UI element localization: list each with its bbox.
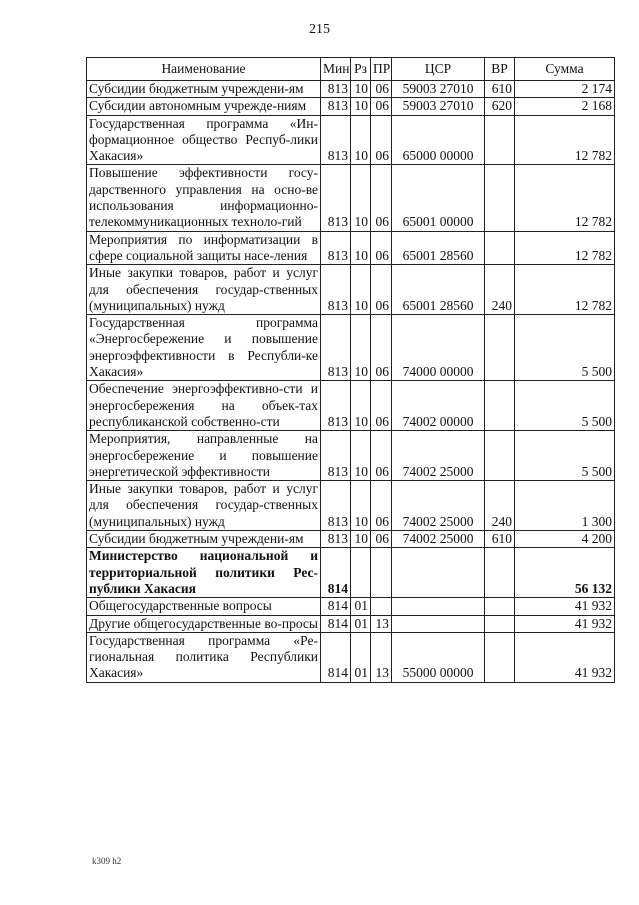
cell-rz: 10 bbox=[351, 381, 371, 431]
cell-min: 813 bbox=[321, 81, 351, 98]
cell-vr bbox=[485, 231, 515, 265]
cell-vr bbox=[485, 115, 515, 165]
cell-rz: 10 bbox=[351, 431, 371, 481]
table-row bbox=[87, 315, 615, 381]
budget-table bbox=[86, 57, 615, 683]
cell-pr: 06 bbox=[371, 531, 392, 548]
cell-min: 813 bbox=[321, 431, 351, 481]
cell-sum: 41 932 bbox=[515, 632, 615, 682]
cell-rz: 10 bbox=[351, 531, 371, 548]
cell-csr: 59003 27010 bbox=[392, 98, 485, 115]
table-row bbox=[87, 98, 615, 115]
cell-sum: 5 500 bbox=[515, 315, 615, 381]
cell-vr: 620 bbox=[485, 98, 515, 115]
cell-name: Субсидии бюджетным учреждени-ям bbox=[87, 531, 321, 548]
cell-rz: 01 bbox=[351, 598, 371, 615]
cell-min: 814 bbox=[321, 548, 351, 598]
cell-name: Общегосударственные вопросы bbox=[87, 598, 321, 615]
cell-min: 814 bbox=[321, 598, 351, 615]
cell-name: Государственная программа «Энергосбережение и повышение энергоэффективности в Республи-ке Хакасия» bbox=[87, 315, 321, 381]
cell-pr: 06 bbox=[371, 481, 392, 531]
cell-vr: 240 bbox=[485, 265, 515, 315]
col-header-rz: Рз bbox=[351, 58, 371, 81]
cell-csr: 65000 00000 bbox=[392, 115, 485, 165]
cell-vr bbox=[485, 598, 515, 615]
cell-name: Иные закупки товаров, работ и услуг для обеспечения государ-ственных (муниципальных) нужд bbox=[87, 481, 321, 531]
cell-min: 813 bbox=[321, 98, 351, 115]
cell-csr bbox=[392, 598, 485, 615]
cell-name: Повышение эффективности госу-дарственного управления на осно-ве использования информационно-телекоммуникационных техноло-гий bbox=[87, 165, 321, 231]
cell-sum: 41 932 bbox=[515, 615, 615, 632]
cell-name: Субсидии автономным учрежде-ниям bbox=[87, 98, 321, 115]
cell-vr bbox=[485, 381, 515, 431]
footer-code: k309 h2 bbox=[92, 856, 122, 866]
cell-name: Государственная программа «Ре-гиональная политика Республики Хакасия» bbox=[87, 632, 321, 682]
cell-csr: 74002 25000 bbox=[392, 431, 485, 481]
cell-csr: 55000 00000 bbox=[392, 632, 485, 682]
cell-min: 814 bbox=[321, 632, 351, 682]
col-header-vr: ВР bbox=[485, 58, 515, 81]
cell-csr: 74002 25000 bbox=[392, 531, 485, 548]
cell-name: Другие общегосударственные во-просы bbox=[87, 615, 321, 632]
cell-csr: 65001 28560 bbox=[392, 231, 485, 265]
cell-rz: 10 bbox=[351, 481, 371, 531]
table-row bbox=[87, 115, 615, 165]
cell-rz: 10 bbox=[351, 81, 371, 98]
table-header-row bbox=[87, 58, 615, 81]
table-row bbox=[87, 548, 615, 598]
table-row bbox=[87, 165, 615, 231]
cell-min: 813 bbox=[321, 315, 351, 381]
cell-name: Иные закупки товаров, работ и услуг для обеспечения государ-ственных (муниципальных) нужд bbox=[87, 265, 321, 315]
cell-sum: 56 132 bbox=[515, 548, 615, 598]
cell-pr: 06 bbox=[371, 81, 392, 98]
cell-rz bbox=[351, 548, 371, 598]
cell-name: Государственная программа «Ин-формационное общество Респуб-лики Хакасия» bbox=[87, 115, 321, 165]
col-header-pr: ПР bbox=[371, 58, 392, 81]
col-header-csr: ЦСР bbox=[392, 58, 485, 81]
table-row bbox=[87, 431, 615, 481]
table-row bbox=[87, 632, 615, 682]
cell-csr: 65001 28560 bbox=[392, 265, 485, 315]
cell-sum: 4 200 bbox=[515, 531, 615, 548]
cell-vr bbox=[485, 165, 515, 231]
cell-name: Министерство национальной и территориальной политики Рес-публики Хакасия bbox=[87, 548, 321, 598]
cell-pr bbox=[371, 598, 392, 615]
cell-min: 813 bbox=[321, 265, 351, 315]
cell-rz: 10 bbox=[351, 165, 371, 231]
cell-sum: 1 300 bbox=[515, 481, 615, 531]
cell-rz: 01 bbox=[351, 632, 371, 682]
cell-sum: 12 782 bbox=[515, 165, 615, 231]
cell-min: 813 bbox=[321, 481, 351, 531]
cell-min: 813 bbox=[321, 531, 351, 548]
cell-pr: 13 bbox=[371, 615, 392, 632]
cell-sum: 5 500 bbox=[515, 381, 615, 431]
cell-csr: 74002 25000 bbox=[392, 481, 485, 531]
cell-csr: 74000 00000 bbox=[392, 315, 485, 381]
cell-rz: 10 bbox=[351, 231, 371, 265]
cell-pr bbox=[371, 548, 392, 598]
cell-min: 813 bbox=[321, 231, 351, 265]
cell-vr bbox=[485, 548, 515, 598]
cell-vr bbox=[485, 615, 515, 632]
cell-pr: 06 bbox=[371, 431, 392, 481]
table-row bbox=[87, 598, 615, 615]
table-row bbox=[87, 381, 615, 431]
cell-sum: 2 168 bbox=[515, 98, 615, 115]
table-row bbox=[87, 265, 615, 315]
cell-vr: 240 bbox=[485, 481, 515, 531]
cell-csr: 65001 00000 bbox=[392, 165, 485, 231]
col-header-min: Мин bbox=[321, 58, 351, 81]
cell-vr bbox=[485, 632, 515, 682]
cell-pr: 06 bbox=[371, 381, 392, 431]
table-row bbox=[87, 615, 615, 632]
cell-pr: 06 bbox=[371, 98, 392, 115]
cell-name: Субсидии бюджетным учреждени-ям bbox=[87, 81, 321, 98]
cell-csr bbox=[392, 548, 485, 598]
cell-vr bbox=[485, 315, 515, 381]
col-header-sum: Сумма bbox=[515, 58, 615, 81]
cell-rz: 10 bbox=[351, 265, 371, 315]
cell-csr: 59003 27010 bbox=[392, 81, 485, 98]
cell-vr: 610 bbox=[485, 81, 515, 98]
cell-rz: 01 bbox=[351, 615, 371, 632]
cell-rz: 10 bbox=[351, 115, 371, 165]
cell-sum: 41 932 bbox=[515, 598, 615, 615]
cell-csr bbox=[392, 615, 485, 632]
cell-csr: 74002 00000 bbox=[392, 381, 485, 431]
cell-vr: 610 bbox=[485, 531, 515, 548]
cell-pr: 06 bbox=[371, 231, 392, 265]
cell-pr: 06 bbox=[371, 165, 392, 231]
cell-sum: 12 782 bbox=[515, 115, 615, 165]
table-row bbox=[87, 231, 615, 265]
cell-name: Мероприятия по информатизации в сфере социальной защиты насе-ления bbox=[87, 231, 321, 265]
cell-min: 813 bbox=[321, 381, 351, 431]
cell-min: 814 bbox=[321, 615, 351, 632]
cell-pr: 06 bbox=[371, 115, 392, 165]
table-row bbox=[87, 81, 615, 98]
cell-rz: 10 bbox=[351, 315, 371, 381]
cell-min: 813 bbox=[321, 115, 351, 165]
cell-min: 813 bbox=[321, 165, 351, 231]
cell-pr: 13 bbox=[371, 632, 392, 682]
table-row bbox=[87, 531, 615, 548]
cell-sum: 2 174 bbox=[515, 81, 615, 98]
col-header-name: Наименование bbox=[87, 58, 321, 81]
cell-sum: 5 500 bbox=[515, 431, 615, 481]
cell-pr: 06 bbox=[371, 265, 392, 315]
page-number: 215 bbox=[309, 22, 330, 37]
cell-sum: 12 782 bbox=[515, 265, 615, 315]
cell-sum: 12 782 bbox=[515, 231, 615, 265]
cell-vr bbox=[485, 431, 515, 481]
cell-name: Мероприятия, направленные на энергосбережение и повышение энергетической эффективности bbox=[87, 431, 321, 481]
cell-name: Обеспечение энергоэффективно-сти и энергосбережения на объек-тах республиканской собственно-сти bbox=[87, 381, 321, 431]
cell-rz: 10 bbox=[351, 98, 371, 115]
cell-pr: 06 bbox=[371, 315, 392, 381]
table-row bbox=[87, 481, 615, 531]
